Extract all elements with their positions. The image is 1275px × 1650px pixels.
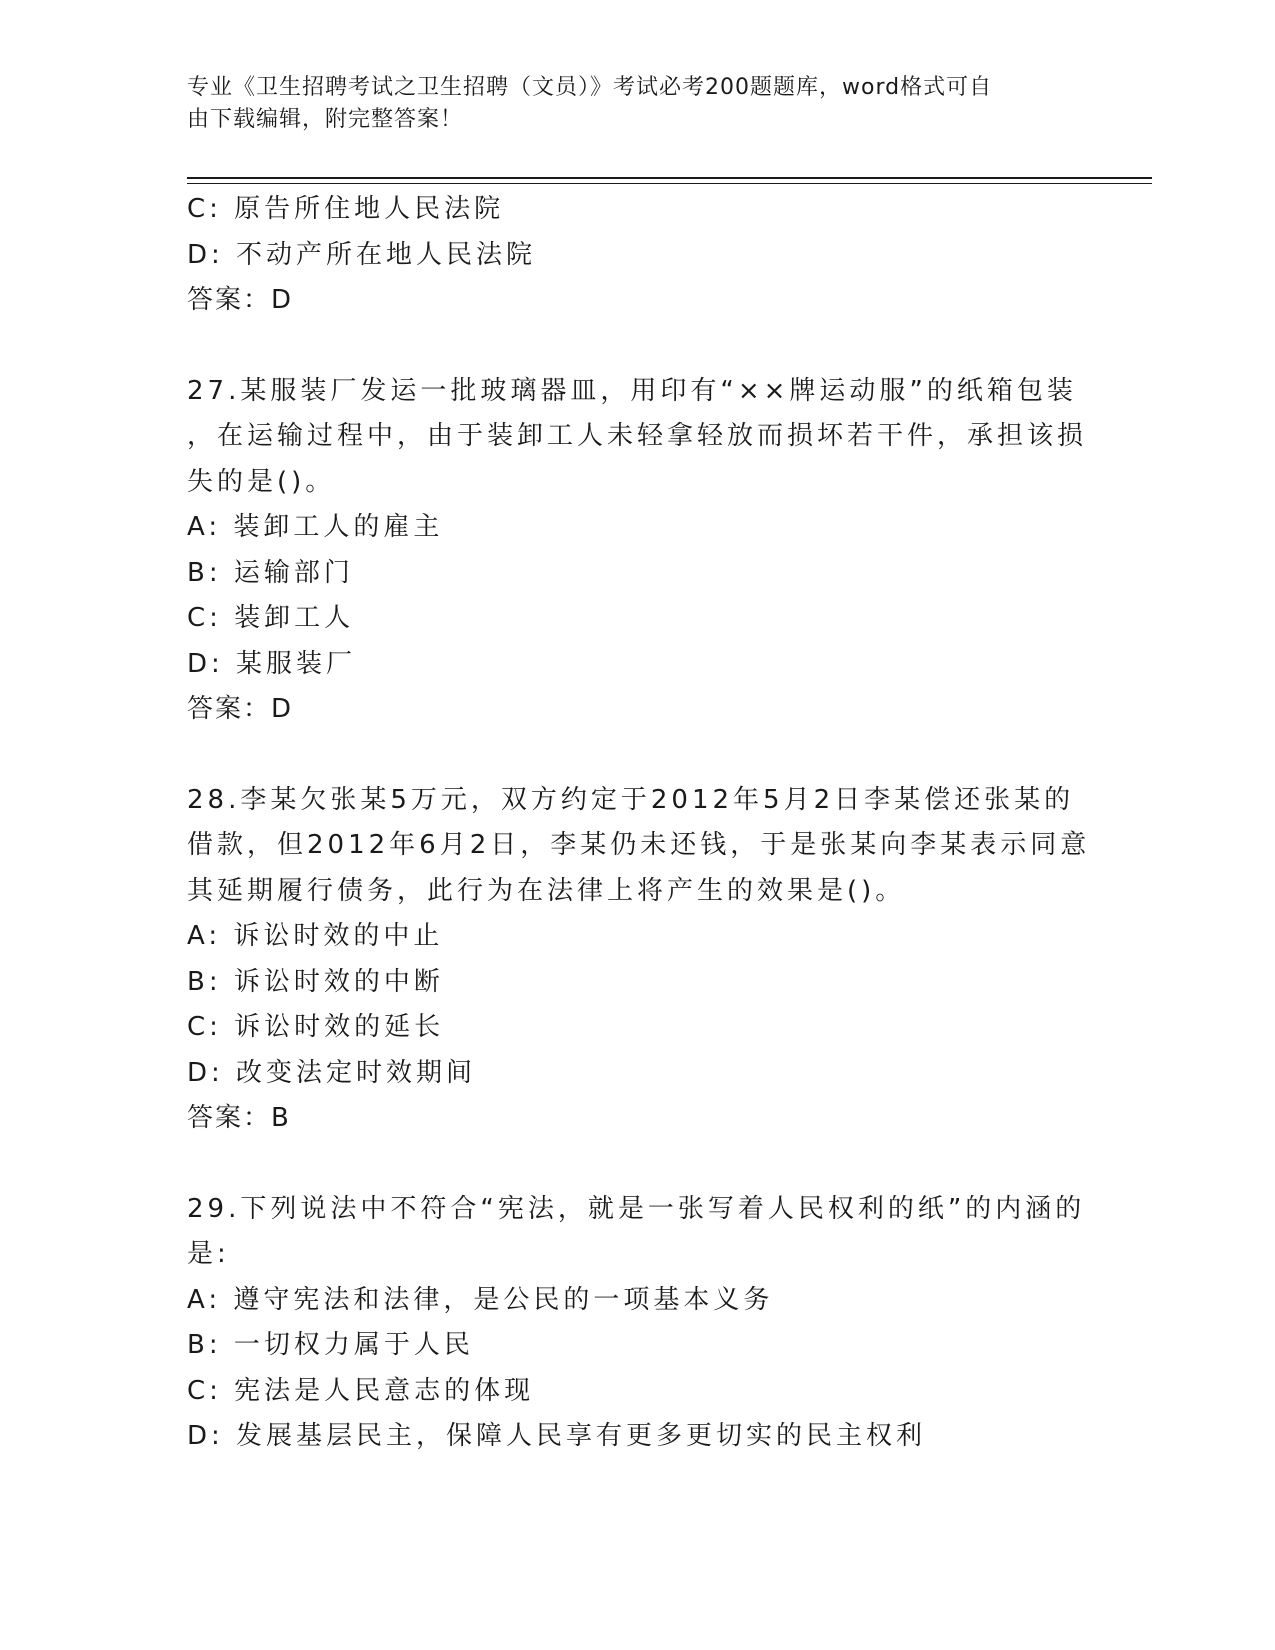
spacer [187,733,1087,778]
option-a: A: 诉讼时效的中止 [187,921,444,951]
option-c: C: 宪法是人民意志的体现 [187,1375,535,1406]
header-divider-thick [187,177,1152,179]
document-header [187,72,1067,136]
option-c: C: 装卸工人 [187,603,355,633]
question-list [187,187,1091,1460]
question-stem: 失的是()。 [187,466,336,497]
option-c: C: 原告所住地人民法院 [187,194,505,224]
question-29 [187,1187,1087,1460]
spacer [187,324,1087,369]
question-28 [187,778,1091,1142]
option-c: C: 诉讼时效的延长 [187,1012,445,1042]
option-a: A: 装卸工人的雇主 [187,512,444,542]
question-stem: ，在运输过程中，由于装卸工人未轻拿轻放而损坏若干件，承担该损 [187,421,1088,451]
question-stem: 借款，但2012年6月2日，李某仍未还钱，于是张某向李某表示同意 [187,830,1091,860]
option-d: D: 不动产所在地人民法院 [187,239,537,270]
header-divider-thin [187,183,1152,184]
option-d: D: 改变法定时效期间 [187,1057,477,1088]
previous-question-tail [187,187,1087,324]
answer-line: 答案：D [187,694,294,724]
question-stem: 28.李某欠张某5万元，双方约定于2012年5月2日李某偿还张某的 [187,784,1075,815]
question-stem: 其延期履行债务，此行为在法律上将产生的效果是()。 [187,875,906,906]
question-27 [187,369,1087,733]
answer-line: 答案：D [187,285,294,315]
question-stem: 是: [187,1239,230,1269]
answer-line: 答案：B [187,1103,291,1133]
spacer [187,1142,1087,1187]
option-b: B: 运输部门 [187,557,354,588]
header-line-2: 由下载编辑，附完整答案！ [187,107,464,132]
option-d: D: 某服装厂 [187,648,357,679]
header-line-1: 专业《卫生招聘考试之卫生招聘（文员）》考试必考200题题库，word格式可自 [187,75,993,100]
question-stem: 29.下列说法中不符合“宪法，就是一张写着人民权利的纸”的内涵的 [187,1193,1086,1224]
option-b: B: 一切权力属于人民 [187,1330,474,1360]
option-b: B: 诉讼时效的中断 [187,966,444,997]
question-stem: 27.某服装厂发运一批玻璃器皿，用印有“××牌运动服”的纸箱包装 [187,375,1077,406]
option-d: D: 发展基层民主，保障人民享有更多更切实的民主权利 [187,1421,927,1451]
option-a: A: 遵守宪法和法律，是公民的一项基本义务 [187,1284,774,1315]
